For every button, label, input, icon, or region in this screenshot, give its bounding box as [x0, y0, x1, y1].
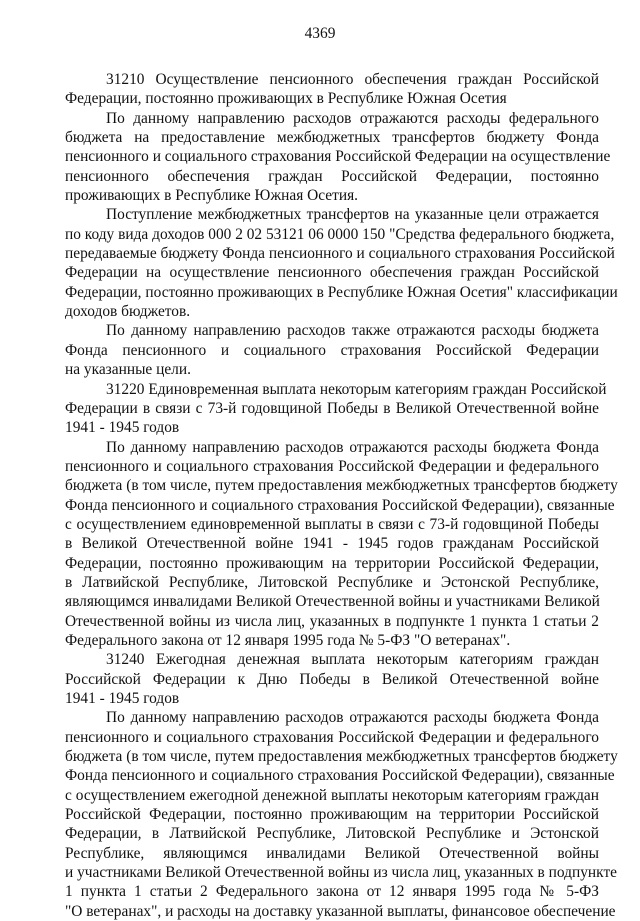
- text-line: бюджета на предоставление межбюджетных трансфертов бюджету Фонда: [65, 129, 599, 147]
- text-line: 1941 - 1945 годов: [65, 690, 180, 707]
- text-line: 31210 Осуществление пенсионного обеспечения граждан Российской: [106, 71, 599, 88]
- document-body: [65, 70, 618, 921]
- paragraph: [65, 380, 607, 438]
- text-line: доходов бюджетов.: [65, 303, 191, 321]
- text-line: с осуществлением ежегодной денежной выплаты некоторым категориям граждан: [65, 786, 599, 804]
- text-line: Федерации, в Латвийской Республике, Литовской Республике и Эстонской: [65, 825, 599, 843]
- text-line: Федерации, постоянно проживающих в Республике Южная Осетия: [65, 90, 507, 108]
- text-line: бюджета (в том числе, путем предоставления межбюджетных трансфертов бюджету: [65, 477, 618, 495]
- text-line: передаваемые бюджету Фонда пенсионного и социального страхования Российской: [65, 245, 615, 263]
- text-line: Поступление межбюджетных трансфертов на указанные цели отражается: [106, 206, 599, 224]
- text-line: Федерации, постоянно проживающих в Республике Южная Осетия" классификации: [65, 283, 618, 301]
- text-line: бюджета (в том числе, путем предоставления межбюджетных трансфертов бюджету: [65, 748, 618, 766]
- text-line: и участниками Великой Отечественной войны из числа лиц, указанных в подпункте: [65, 864, 617, 882]
- text-line: "О ветеранах", и расходы на доставку указанной выплаты, финансовое обеспечение: [65, 902, 616, 920]
- text-line: Российской Федерации, постоянно проживающим на территории Российской: [65, 806, 599, 824]
- text-line: По данному направлению расходов отражаются расходы бюджета Фонда: [106, 709, 599, 727]
- page-number: 4369: [304, 25, 336, 42]
- text-line: Федерации, постоянно проживающим на территории Российской Федерации,: [65, 554, 599, 572]
- text-line: проживающих в Республике Южная Осетия.: [65, 187, 359, 205]
- paragraph: [65, 438, 618, 651]
- paragraph: [65, 70, 599, 109]
- text-line: 1 пункта 1 статьи 2 Федерального закона от 12 января 1995 года № 5-ФЗ: [65, 883, 599, 901]
- paragraph: [65, 205, 618, 321]
- paragraph: [65, 109, 611, 206]
- text-line: по коду вида доходов 000 2 02 53121 06 0000 150 "Средства федерального бюджета,: [65, 225, 615, 243]
- text-line: 31220 Единовременная выплата некоторым категориям граждан Российской: [106, 380, 607, 398]
- text-line: Федерации в связи с 73-й годовщиной Победы в Великой Отечественной войне: [65, 399, 599, 417]
- text-line: Фонда пенсионного и социального страхования Российской Федерации), связанные: [65, 496, 615, 514]
- paragraph: [65, 708, 618, 921]
- paragraph: [65, 650, 599, 708]
- text-line: Отечественной войны из числа лиц, указанных в подпункте 1 пункта 1 статьи 2: [65, 612, 599, 630]
- text-line: Федерации на осуществление пенсионного обеспечения граждан Российской: [65, 264, 599, 282]
- text-line: По данному направлению расходов также отражаются расходы бюджета: [106, 322, 599, 340]
- text-line: являющимся инвалидами Великой Отечественной войны и участниками Великой: [65, 593, 600, 611]
- text-line: пенсионного и социального страхования Российской Федерации и федерального: [65, 728, 599, 746]
- text-line: 31240 Ежегодная денежная выплата некоторым категориям граждан: [106, 651, 599, 669]
- text-line: По данному направлению расходов отражаются расходы федерального: [106, 109, 599, 127]
- text-line: в Латвийской Республике, Литовской Республике и Эстонской Республике,: [65, 573, 599, 591]
- text-line: пенсионного обеспечения граждан Российской Федерации, постоянно: [65, 167, 599, 185]
- text-line: в Великой Отечественной войне 1941 - 1945 годов гражданам Российской: [65, 535, 599, 553]
- text-line: с осуществлением единовременной выплаты в связи с 73-й годовщиной Победы: [65, 515, 599, 533]
- text-line: Федерального закона от 12 января 1995 года № 5-ФЗ "О ветеранах".: [65, 631, 511, 649]
- paragraph: [65, 321, 599, 379]
- text-line: Республике, являющимся инвалидами Великой Отечественной войны: [65, 844, 599, 862]
- text-line: на указанные цели.: [65, 361, 191, 379]
- text-line: По данному направлению расходов отражаются расходы бюджета Фонда: [106, 438, 599, 456]
- text-line: 1941 - 1945 годов: [65, 419, 180, 437]
- text-line: Российской Федерации к Дню Победы в Великой Отечественной войне: [65, 670, 599, 688]
- text-line: Фонда пенсионного и социального страхования Российской Федерации: [65, 341, 599, 359]
- text-line: пенсионного и социального страхования Российской Федерации на осуществление: [65, 148, 611, 166]
- text-line: Фонда пенсионного и социального страхования Российской Федерации), связанные: [65, 767, 615, 785]
- text-line: пенсионного и социального страхования Российской Федерации и федерального: [65, 457, 599, 475]
